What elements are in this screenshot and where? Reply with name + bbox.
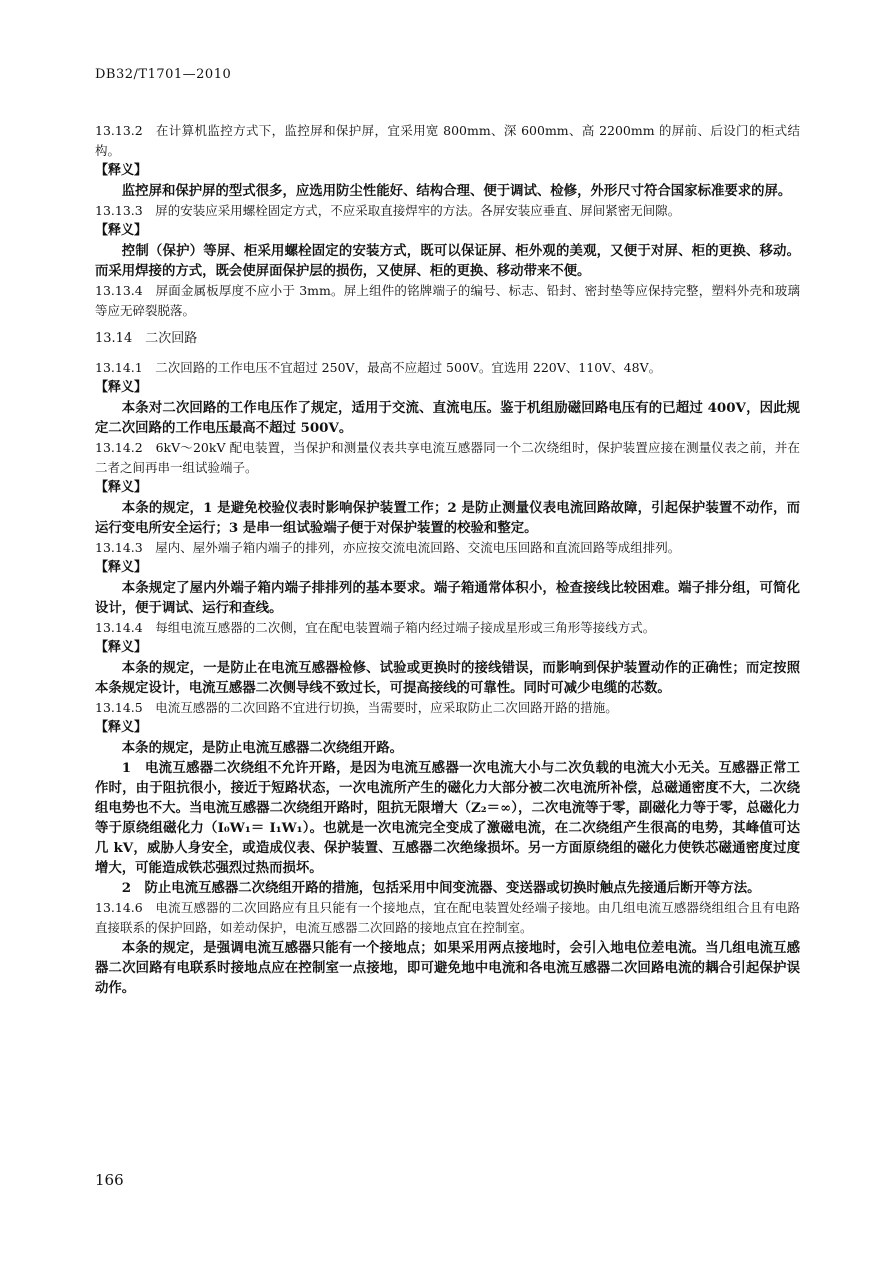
explanation-label: 【释义】 <box>95 480 148 495</box>
explanation-paragraph: 2 防止电流互感器二次绕组开路的措施，包括采用中间变流器、变送器或切换时触点先接通后断开等方法。 <box>121 880 761 896</box>
clause-paragraph: 13.14.6 电流互感器的二次回路应有且只能有一个接地点，宜在配电装置处经端子接地。由几组电流互感器绕组组合且有电路直接联系的保护回路，如差动保护，电流互感器二次回路的接地点宜在控制室。 <box>95 900 800 935</box>
page-number: 166 <box>95 1171 124 1189</box>
explanation-paragraph: 本条的规定，是强调电流互感器只能有一个接地点；如果采用两点接地时，会引入地电位差电流。当几组电流互感器二次回路有电联系时接地点应在控制室一点接地，即可避免地中电流和各电流互感器二次回路电流的耦合引起保护误动作。 <box>95 940 800 996</box>
page-content <box>95 121 800 998</box>
clause-paragraph: 13.13.2 在计算机监控方式下，监控屏和保护屏，宜采用宽 800mm、深 600mm、高 2200mm 的屏前、后设门的柜式结构。 <box>95 123 800 158</box>
clause-paragraph: 13.14.1 二次回路的工作电压不宜超过 250V，最高不应超过 500V。宜选用 220V、110V、48V。 <box>95 360 662 375</box>
clause-paragraph: 13.13.4 屏面金属板厚度不应小于 3mm。屏上组件的铭牌端子的编号、标志、铅封、密封垫等应保持完整，塑料外壳和玻璃等应无碎裂脱落。 <box>95 283 800 318</box>
explanation-paragraph: 本条规定了屋内外端子箱内端子排排列的基本要求。端子箱通常体积小，检查接线比较困难。端子排分组，可简化设计，便于调试、运行和查线。 <box>95 580 800 616</box>
explanation-label: 【释义】 <box>95 560 148 575</box>
explanation-paragraph: 监控屏和保护屏的型式很多，应选用防尘性能好、结构合理、便于调试、检修，外形尺寸符合国家标准要求的屏。 <box>121 183 792 199</box>
explanation-paragraph: 本条对二次回路的工作电压作了规定，适用于交流、直流电压。鉴于机组励磁回路电压有的已超过 400V，因此规定二次回路的工作电压最高不超过 500V。 <box>95 400 800 436</box>
clause-paragraph: 13.14.5 电流互感器的二次回路不宜进行切换，当需要时，应采取防止二次回路开路的措施。 <box>95 700 618 715</box>
clause-paragraph: 13.14.4 每组电流互感器的二次侧，宜在配电装置端子箱内经过端子接成星形或三角形等接线方式。 <box>95 620 656 635</box>
explanation-paragraph: 本条的规定，1 是避免校验仪表时影响保护装置工作；2 是防止测量仪表电流回路故障，引起保护装置不动作，而运行变电所安全运行；3 是串一组试验端子便于对保护装置的校验和整定。 <box>95 500 800 536</box>
explanation-label: 【释义】 <box>95 640 148 655</box>
explanation-paragraph: 控制（保护）等屏、柜采用螺栓固定的安装方式，既可以保证屏、柜外观的美观，又便于对屏、柜的更换、移动。而采用焊接的方式，既会使屏面保护层的损伤，又使屏、柜的更换、移动带来不便。 <box>95 243 800 279</box>
document-code: DB32/T1701—2010 <box>95 67 232 82</box>
explanation-paragraph: 本条的规定，一是防止在电流互感器检修、试验或更换时的接线错误，而影响到保护装置动作的正确性；而定按照本条规定设计，电流互感器二次侧导线不致过长，可提高接线的可靠性。同时可减少电缆的芯数。 <box>95 660 800 696</box>
explanation-label: 【释义】 <box>95 720 148 735</box>
explanation-label: 【释义】 <box>95 380 148 395</box>
clause-paragraph: 13.14.3 屋内、屋外端子箱内端子的排列，亦应按交流电流回路、交流电压回路和直流回路等成组排列。 <box>95 540 681 555</box>
explanation-paragraph: 本条的规定，是防止电流互感器二次绕组开路。 <box>121 740 403 756</box>
clause-paragraph: 13.13.3 屏的安装应采用螺栓固定方式，不应采取直接焊牢的方法。各屏安装应垂直、屏间紧密无间隙。 <box>95 203 681 218</box>
explanation-label: 【释义】 <box>95 223 148 238</box>
section-heading: 13.14 二次回路 <box>95 331 198 346</box>
explanation-label: 【释义】 <box>95 163 148 178</box>
clause-paragraph: 13.14.2 6kV～20kV 配电装置，当保护和测量仪表共享电流互感器同一个二次绕组时，保护装置应接在测量仪表之前，并在二者之间再串一组试验端子。 <box>95 440 800 475</box>
explanation-paragraph: 1 电流互感器二次绕组不允许开路，是因为电流互感器一次电流大小与二次负载的电流大小无关。互感器正常工作时，由于阻抗很小，接近于短路状态，一次电流所产生的磁化力大部分被二次电流所补偿，总磁通密度不大，二次绕组电势也不大。当电流互感器二次绕组开路时，阻抗无限增大（Z₂＝∞），二次电流等于零，副磁化力等于零，总磁化力等于原绕组磁化力（I₀W₁＝ I₁W₁）。也就是一次电流完全变成了激磁电流，在二次绕组产生很高的电势，其峰值可达几 kV，威胁人身安全，或造成仪表、保护装置、互感器二次绝缘损坏。另一方面原绕组的磁化力使铁芯磁通密度过度增大，可能造成铁芯强烈过热而损坏。 <box>95 760 800 876</box>
